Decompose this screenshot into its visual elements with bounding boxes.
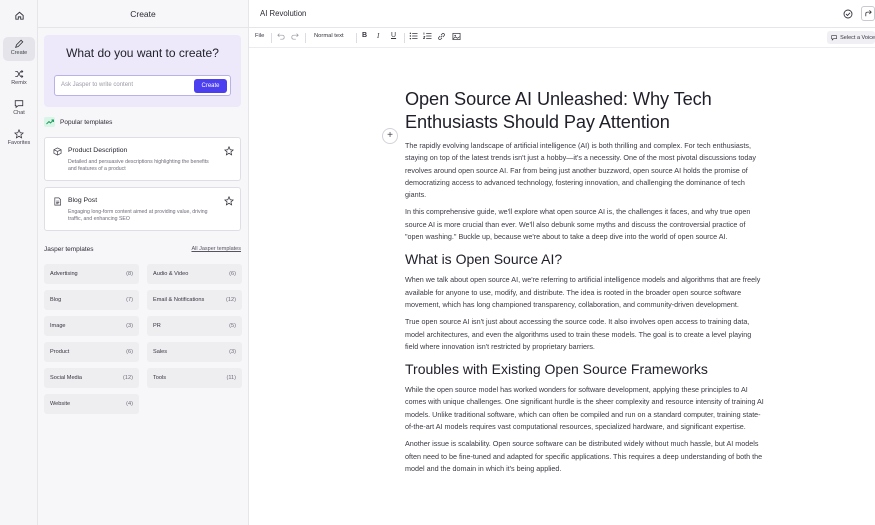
add-block-button[interactable] (382, 128, 398, 144)
divider (271, 33, 272, 43)
category-count: (12) (226, 297, 236, 303)
all-jasper-templates-link[interactable]: All Jasper templates (191, 246, 241, 252)
rail-item-label: Remix (11, 80, 27, 86)
file-menu[interactable]: File (255, 33, 265, 39)
rail-item-chat[interactable] (3, 97, 35, 121)
category-count: (5) (229, 323, 236, 329)
divider (305, 33, 306, 43)
hero-title: What do you want to create? (66, 46, 219, 60)
rail-item-label: Chat (13, 110, 25, 116)
select-voice-button[interactable] (827, 31, 875, 44)
category-count: (6) (229, 271, 236, 277)
favorite-star-icon[interactable] (224, 146, 234, 156)
category-website[interactable] (44, 394, 139, 414)
numbered-list-icon[interactable] (423, 32, 432, 42)
category-name: Product (50, 349, 70, 355)
category-name: Sales (153, 349, 167, 355)
category-blog[interactable] (44, 290, 139, 310)
category-email-notifications[interactable] (147, 290, 242, 310)
category-product[interactable] (44, 342, 139, 362)
divider (404, 33, 405, 43)
template-card-product-description[interactable] (44, 137, 241, 181)
rail-item-label: Create (10, 50, 28, 56)
left-rail (0, 0, 38, 525)
editor-toolbar (249, 28, 875, 48)
category-name: Image (50, 323, 66, 329)
category-count: (12) (123, 375, 133, 381)
category-pr[interactable] (147, 316, 242, 336)
create-hero (44, 35, 241, 107)
category-name: Email & Notifications (153, 297, 205, 303)
create-button[interactable]: Create (194, 79, 227, 93)
panel-title: Create (38, 0, 248, 28)
home-icon[interactable] (8, 6, 30, 24)
voice-icon (831, 34, 837, 41)
favorite-star-icon[interactable] (224, 196, 234, 206)
share-icon[interactable] (861, 6, 875, 21)
category-count: (4) (126, 401, 133, 407)
star-icon (14, 129, 24, 139)
section-heading: Troubles with Existing Open Source Frameworks (405, 361, 708, 378)
category-name: Tools (153, 375, 167, 381)
category-advertising[interactable] (44, 264, 139, 284)
paragraph: The rapidly evolving landscape of artificial intelligence (AI) is both thrilling and complex. For tech enthusiasts, staying on top of the latest trends isn't just a hobby—it's a necessity. One of the most pivotal discussions today revolves around open source AI. Far from being just another buzzword, open source AI holds the promise of democratizing access to advanced technology, fostering innovation, and challenging the dominance of tech giants. (405, 141, 756, 200)
trending-icon (44, 117, 55, 127)
document-topbar (249, 0, 875, 28)
category-count: (8) (126, 271, 133, 277)
jasper-templates-label: Jasper templates (44, 246, 94, 253)
category-name: PR (153, 323, 161, 329)
select-voice-label: Select a Voice (840, 34, 875, 41)
document-title[interactable]: AI Revolution (260, 9, 307, 18)
plus-icon: + (387, 130, 393, 141)
category-count: (11) (226, 375, 236, 381)
category-count: (7) (126, 297, 133, 303)
pen-icon (14, 39, 24, 49)
rail-item-create[interactable] (3, 37, 35, 61)
category-count: (3) (126, 323, 133, 329)
rail-item-remix[interactable] (3, 67, 35, 91)
template-title: Product Description (68, 147, 128, 154)
rail-item-favorites[interactable] (3, 127, 35, 151)
category-sales[interactable] (147, 342, 242, 362)
paragraph: True open source AI isn't just about accessing the source code. It also involves open access to training data, model architectures, and even the algorithms used to train these models. The goal is to create a level playing field where innovation isn't restricted by proprietary barriers. (405, 317, 752, 351)
check-circle-icon[interactable] (841, 6, 855, 21)
category-name: Website (50, 401, 71, 407)
paragraph: In this comprehensive guide, we'll explore what open source AI is, the challenges it faces, and why true open source AI is more crucial than ever. We'll also debunk some myths and discuss the controversial practice of "open washing." Buckle up, because we're about to take a deep dive into the world of open source AI. (405, 207, 751, 242)
document-heading: Open Source AI Unleashed: Why Tech Enthusiasts Should Pay Attention (405, 89, 712, 132)
template-desc: Detailed and persuasive descriptions highlighting the benefits and features of a product (68, 159, 209, 172)
bullet-list-icon[interactable] (409, 32, 418, 42)
shuffle-icon (14, 69, 24, 79)
category-name: Blog (50, 297, 62, 303)
category-count: (3) (229, 349, 236, 355)
document-icon (53, 197, 62, 206)
rail-item-label: Favorites (7, 140, 31, 146)
paragraph: When we talk about open source AI, we're referring to artificial intelligence models and algorithms that are freely available for anyone to use, modify, and distribute. The idea is rooted in the broader open source software movement, which has long championed transparency, collaboration, and community-driven development. (405, 275, 761, 309)
category-name: Advertising (50, 271, 78, 277)
category-count: (6) (126, 349, 133, 355)
chat-icon (14, 99, 24, 109)
category-tools[interactable] (147, 368, 242, 388)
box-icon (53, 147, 62, 156)
category-name: Audio & Video (153, 271, 189, 277)
category-name: Social Media (50, 375, 83, 381)
section-heading: What is Open Source AI? (405, 251, 563, 268)
template-desc: Engaging long-form content aimed at providing value, driving traffic, and enhancing SEO (68, 209, 208, 222)
image-icon[interactable] (452, 32, 461, 43)
create-panel (38, 0, 249, 525)
category-audio-video[interactable] (147, 264, 242, 284)
ask-jasper-input[interactable] (54, 75, 231, 96)
input-placeholder: Ask Jasper to write content (61, 82, 134, 88)
underline-button[interactable]: U (391, 32, 397, 39)
italic-button[interactable]: I (377, 32, 380, 40)
category-social-media[interactable] (44, 368, 139, 388)
category-image[interactable] (44, 316, 139, 336)
template-title: Blog Post (68, 197, 98, 204)
document-body[interactable] (405, 88, 765, 480)
link-icon[interactable] (437, 32, 446, 43)
divider (356, 33, 357, 43)
popular-templates-label: Popular templates (60, 119, 113, 126)
template-card-blog-post[interactable] (44, 187, 241, 231)
paragraph: Another issue is scalability. Open source software can be distributed widely without much hassle, but AI models often need to be fine-tuned and adapted for specific applications. This requires a deep understanding of both the model and the domain in which it's being applied. (405, 439, 763, 473)
undo-icon[interactable] (277, 32, 285, 42)
bold-button[interactable]: B (362, 32, 368, 39)
redo-icon[interactable] (291, 32, 299, 42)
text-style-select[interactable]: Normal text (314, 33, 344, 39)
paragraph: While the open source model has worked wonders for software development, applying these principles to AI comes with unique challenges. One significant hurdle is the sheer complexity and resource intensity of training AI models. Unlike traditional software, which can often be compiled and run on a standard computer, training state-of-the-art AI models requires vast computational resources, specialized hardware, and significant expertise. (405, 385, 764, 432)
